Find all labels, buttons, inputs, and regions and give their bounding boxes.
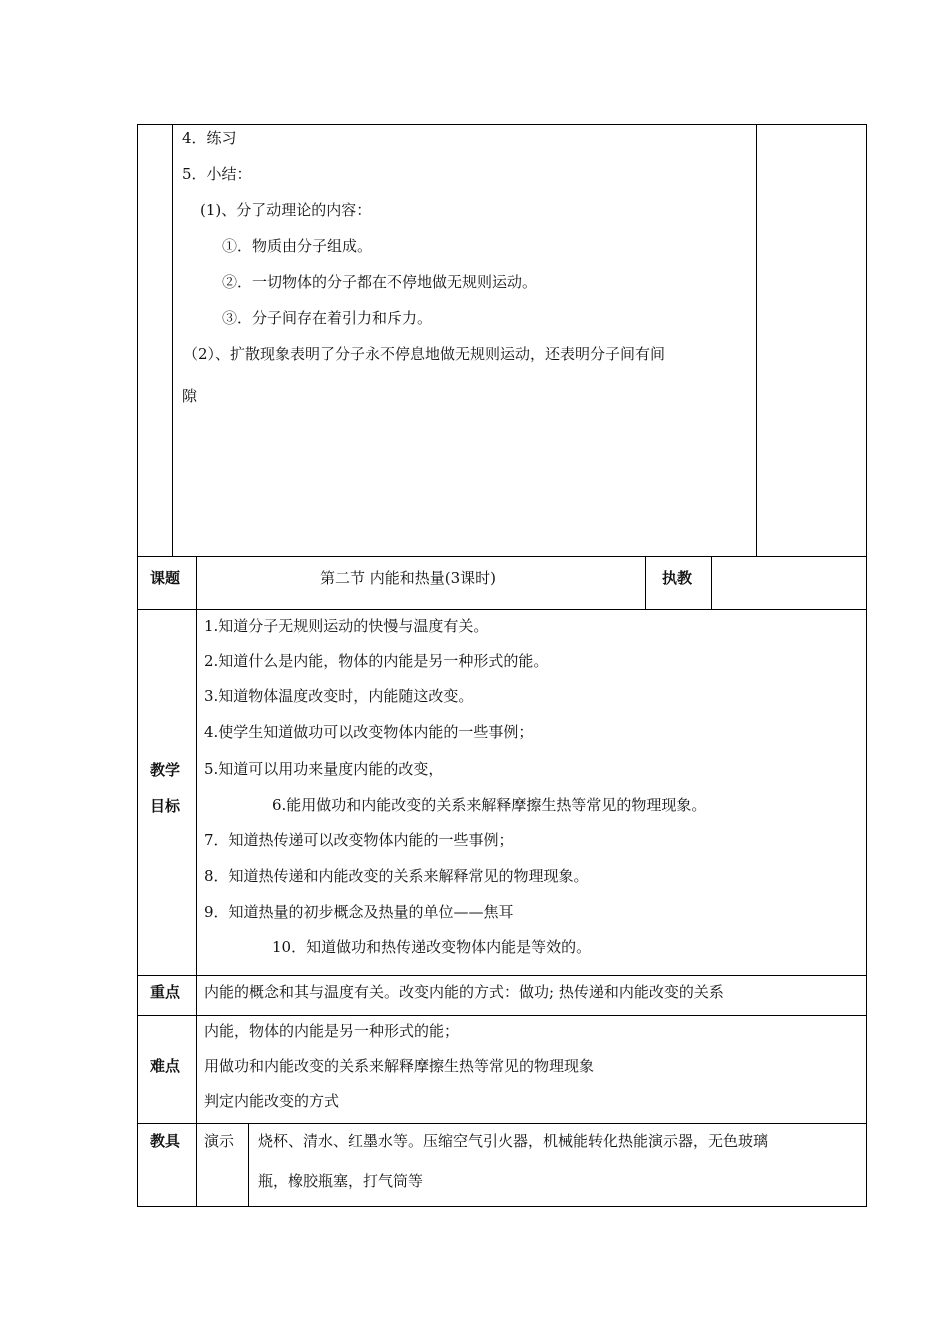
summary-line: 5．小结： (182, 165, 252, 183)
summary-line: (1)、分了动理论的内容： (200, 201, 372, 219)
objective-item: 6.能用做功和内能改变的关系来解释摩擦生热等常见的物理现象。 (272, 796, 707, 814)
summary-line: 4．练习 (182, 129, 237, 147)
objective-item: 5.知道可以用功来量度内能的改变， (204, 760, 444, 778)
key-points-value: 内能的概念和其与温度有关。改变内能的方式：做功; 热传递和内能改变的关系 (204, 983, 724, 1001)
difficulty-line: 用做功和内能改变的关系来解释摩擦生热等常见的物理现象 (204, 1057, 595, 1075)
summary-line: ①．物质由分子组成。 (222, 237, 373, 255)
objective-item: 9．知道热量的初步概念及热量的单位——焦耳 (204, 903, 514, 921)
summary-line: 隙 (182, 387, 198, 405)
objective-item: 7．知道热传递可以改变物体内能的一些事例； (204, 831, 514, 849)
equipment-type: 演示 (204, 1132, 235, 1150)
equipment-line: 烧杯、清水、红墨水等。压缩空气引火器，机械能转化热能演示器，无色玻璃 (258, 1132, 769, 1150)
objective-item: 4.使学生知道做功可以改变物体内能的一些事例； (204, 723, 534, 741)
summary-line: （2）、扩散现象表明了分子永不停息地做无规则运动，还表明分子间有间 (183, 345, 666, 363)
difficulty-line: 判定内能改变的方式 (204, 1092, 340, 1110)
topic-label: 课题 (150, 569, 181, 587)
difficulties-label: 难点 (150, 1057, 181, 1075)
equipment-label: 教具 (150, 1132, 181, 1150)
difficulty-line: 内能，物体的内能是另一种形式的能； (204, 1022, 460, 1040)
key-points-label: 重点 (150, 983, 181, 1001)
objective-item: 10．知道做功和热传递改变物体内能是等效的。 (272, 938, 592, 956)
summary-line: ②．一切物体的分子都在不停地做无规则运动。 (222, 273, 538, 291)
summary-line: ③．分子间存在着引力和斥力。 (222, 309, 433, 327)
objectives-label: 教学 (150, 761, 181, 779)
objectives-label: 目标 (150, 797, 181, 815)
teacher-label: 执教 (662, 569, 693, 587)
objective-item: 2.知道什么是内能，物体的内能是另一种形式的能。 (204, 652, 549, 670)
topic-value: 第二节 内能和热量(3课时) (320, 569, 497, 587)
objective-item: 1.知道分子无规则运动的快慢与温度有关。 (204, 617, 489, 635)
equipment-line: 瓶，橡胶瓶塞，打气筒等 (258, 1172, 424, 1190)
objective-item: 8．知道热传递和内能改变的关系来解释常见的物理现象。 (204, 867, 589, 885)
objective-item: 3.知道物体温度改变时，内能随这改变。 (204, 687, 474, 705)
